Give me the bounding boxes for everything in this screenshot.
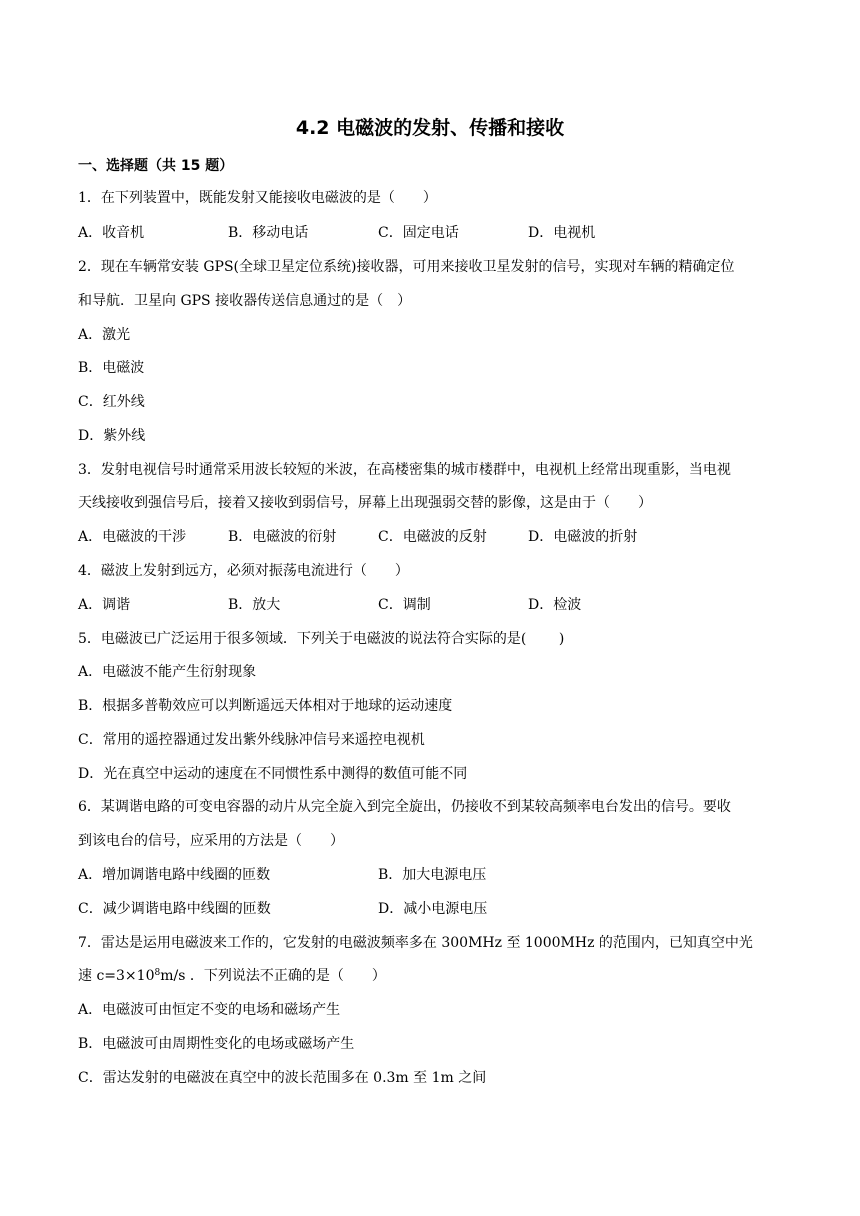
option-c: C．减少调谐电路中线圈的匝数 [78,901,271,917]
option-b: B．加大电源电压 [378,867,487,883]
option-b: B．放大 [228,597,281,613]
question-3-options [78,527,798,547]
option-a: A．收音机 [78,225,145,241]
question-7-stem-line-2 [78,966,788,986]
speed-of-light-suffix: m/s ．下列说法不正确的是（ ） [160,968,386,984]
question-4-stem: 4．磁波上发射到远方，必须对振荡电流进行（ ） [78,563,409,579]
question-6-options-row-2 [78,899,798,919]
page-title: 4.2 电磁波的发射、传播和接收 [295,117,565,139]
question-1-stem: 1．在下列装置中，既能发射又能接收电磁波的是（ ） [78,190,437,206]
question-6-stem-line-1: 6．某调谐电路的可变电容器的动片从完全旋入到完全旋出，仍接收不到某较高频率电台发出的信号。要收 [78,799,731,815]
question-5-option-c: C．常用的遥控器通过发出紫外线脉冲信号来遥控电视机 [78,732,425,748]
question-7-option-a: A．电磁波可由恒定不变的电场和磁场产生 [78,1002,341,1018]
option-c: C．固定电话 [378,225,459,241]
question-1-options [78,223,798,243]
question-3-stem-line-1: 3．发射电视信号时通常采用波长较短的米波，在高楼密集的城市楼群中，电视机上经常出现重影，当电视 [78,462,731,478]
option-d: D．电磁波的折射 [528,529,638,545]
question-2-option-d: D．紫外线 [78,428,146,444]
option-a: A．调谐 [78,597,131,613]
question-6-options-row-1 [78,865,798,885]
section-title: 一、选择题（共 15 题） [78,158,234,174]
speed-of-light-prefix: 速 c=3×10 [78,968,155,984]
question-2-stem-line-1: 2．现在车辆常安装 GPS(全球卫星定位系统)接收器，可用来接收卫星发射的信号，实现对车辆的精确定位 [78,259,735,275]
question-6-stem-line-2: 到该电台的信号，应采用的方法是（ ） [78,833,344,849]
option-c: C．电磁波的反射 [378,529,487,545]
question-2-option-b: B．电磁波 [78,360,145,376]
option-a: A．增加调谐电路中线圈的匝数 [78,867,271,883]
question-7-stem-line-1: 7．雷达是运用电磁波来工作的，它发射的电磁波频率多在 300MHz 至 1000MHz 的范围内，已知真空中光 [78,935,753,951]
question-5-option-a: A．电磁波不能产生衍射现象 [78,664,257,680]
question-2-option-c: C．红外线 [78,394,145,410]
exponent: 8 [154,968,161,978]
option-b: B．移动电话 [228,225,309,241]
option-d: D．检波 [528,597,582,613]
option-c: C．调制 [378,597,431,613]
option-a: A．电磁波的干涉 [78,529,187,545]
option-b: B．电磁波的衍射 [228,529,337,545]
question-2-option-a: A．激光 [78,327,131,343]
question-5-option-d: D．光在真空中运动的速度在不同惯性系中测得的数值可能不同 [78,766,468,782]
question-3-stem-line-2: 天线接收到强信号后，接着又接收到弱信号，屏幕上出现强弱交替的影像，这是由于（ ） [78,495,652,511]
question-4-options [78,595,798,615]
question-2-stem-line-2: 和导航．卫星向 GPS 接收器传送信息通过的是（ ） [78,293,412,309]
question-7-option-c: C．雷达发射的电磁波在真空中的波长范围多在 0.3m 至 1m 之间 [78,1070,487,1086]
question-5-option-b: B．根据多普勒效应可以判断遥远天体相对于地球的运动速度 [78,698,453,714]
option-d: D．电视机 [528,225,596,241]
option-d: D．减小电源电压 [378,901,488,917]
question-7-option-b: B．电磁波可由周期性变化的电场或磁场产生 [78,1036,355,1052]
question-5-stem: 5．电磁波已广泛运用于很多领域．下列关于电磁波的说法符合实际的是( ) [78,631,565,647]
